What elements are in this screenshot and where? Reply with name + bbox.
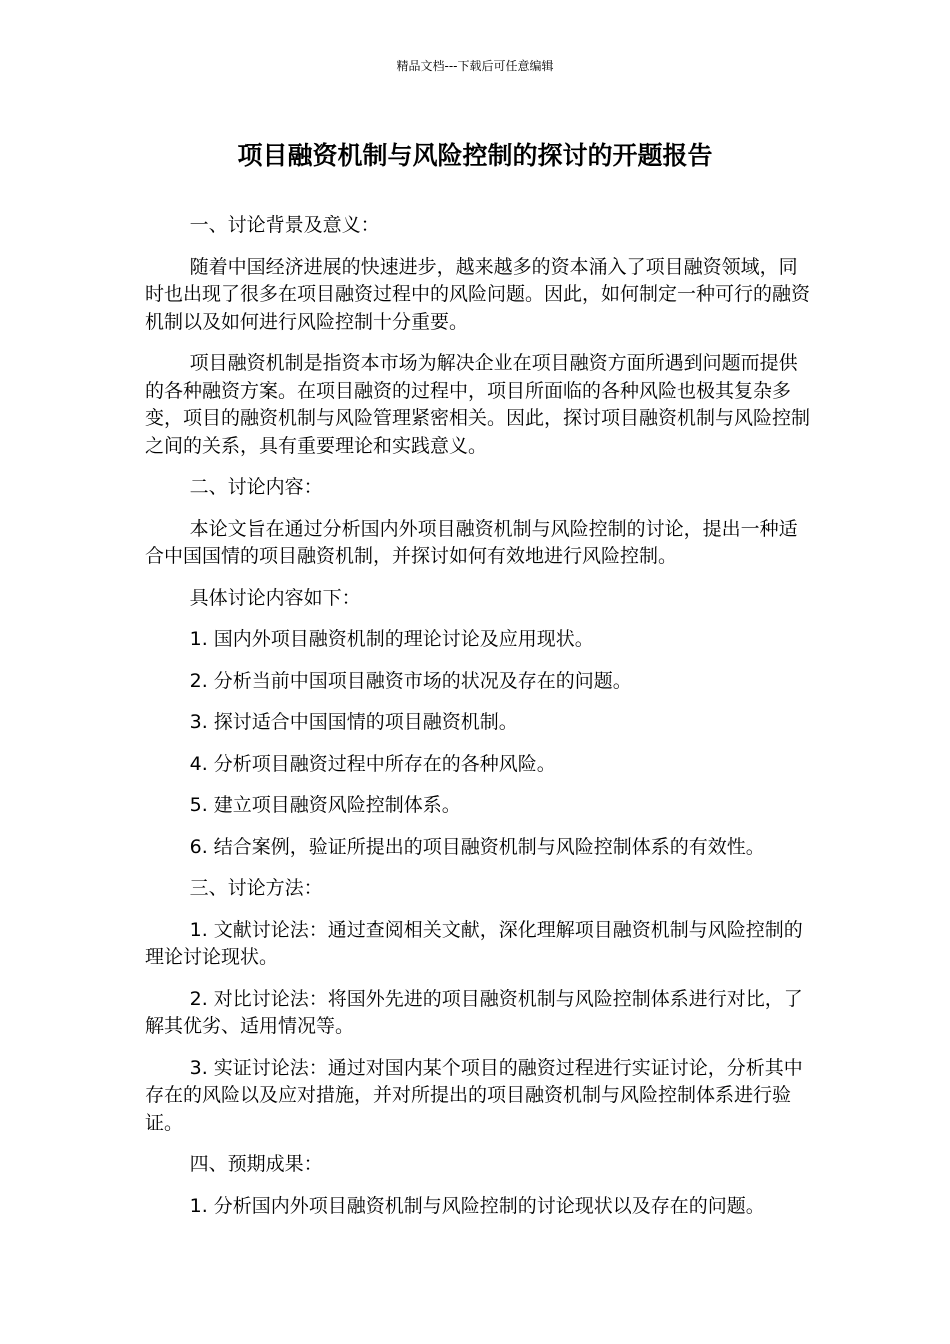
section-heading-methods: 三、讨论方法：: [189, 877, 323, 899]
list-item: 1. 国内外项目融资机制的理论讨论及应用现状。: [189, 628, 594, 650]
list-item: 6. 结合案例，验证所提出的项目融资机制与风险控制体系的有效性。: [189, 835, 765, 858]
paragraph: 具体讨论内容如下：: [189, 586, 361, 609]
section-heading-background: 一、讨论背景及意义：: [189, 214, 380, 236]
list-item: 4. 分析项目融资过程中所存在的各种风险。: [189, 752, 556, 775]
paragraph: 本论文旨在通过分析国内外项目融资机制与风险控制的讨论，提出一种适合中国国情的项目融资机制，并探讨如何有效地进行风险控制。: [145, 517, 798, 567]
list-item: 2. 分析当前中国项目融资市场的状况及存在的问题。: [189, 669, 632, 692]
list-item: 5. 建立项目融资风险控制体系。: [189, 794, 461, 816]
section-heading-content: 二、讨论内容：: [189, 476, 323, 498]
paragraph: 项目融资机制是指资本市场为解决企业在项目融资方面所遇到问题而提供的各种融资方案。在项目融资的过程中，项目所面临的各种风险也极其复杂多变，项目的融资机制与风险管理紧密相关。因此，探讨项目融资机制与风险控制之间的关系，具有重要理论和实践意义。: [145, 352, 811, 457]
paragraph: 随着中国经济进展的快速进步，越来越多的资本涌入了项目融资领域，同时也出现了很多在项目融资过程中的风险问题。因此，如何制定一种可行的融资机制以及如何进行风险控制十分重要。: [145, 255, 811, 333]
list-item: 1. 分析国内外项目融资机制与风险控制的讨论现状以及存在的问题。: [189, 1194, 765, 1217]
list-item: 3. 实证讨论法：通过对国内某个项目的融资过程进行实证讨论，分析其中存在的风险以及应对措施，并对所提出的项目融资机制与风险控制体系进行验证。: [145, 1056, 803, 1134]
document-title: 项目融资机制与风险控制的探讨的开题报告: [237, 141, 713, 170]
list-item: 1. 文献讨论法：通过查阅相关文献，深化理解项目融资机制与风险控制的理论讨论现状。: [145, 918, 803, 968]
list-item: 3. 探讨适合中国国情的项目融资机制。: [189, 711, 518, 733]
header-note: 精品文档---下载后可任意编辑: [396, 59, 554, 73]
list-item: 2. 对比讨论法：将国外先进的项目融资机制与风险控制体系进行对比，了解其优劣、适用情况等。: [145, 987, 803, 1037]
document-body: [145, 212, 810, 1234]
section-heading-outcomes: 四、预期成果：: [189, 1153, 323, 1175]
